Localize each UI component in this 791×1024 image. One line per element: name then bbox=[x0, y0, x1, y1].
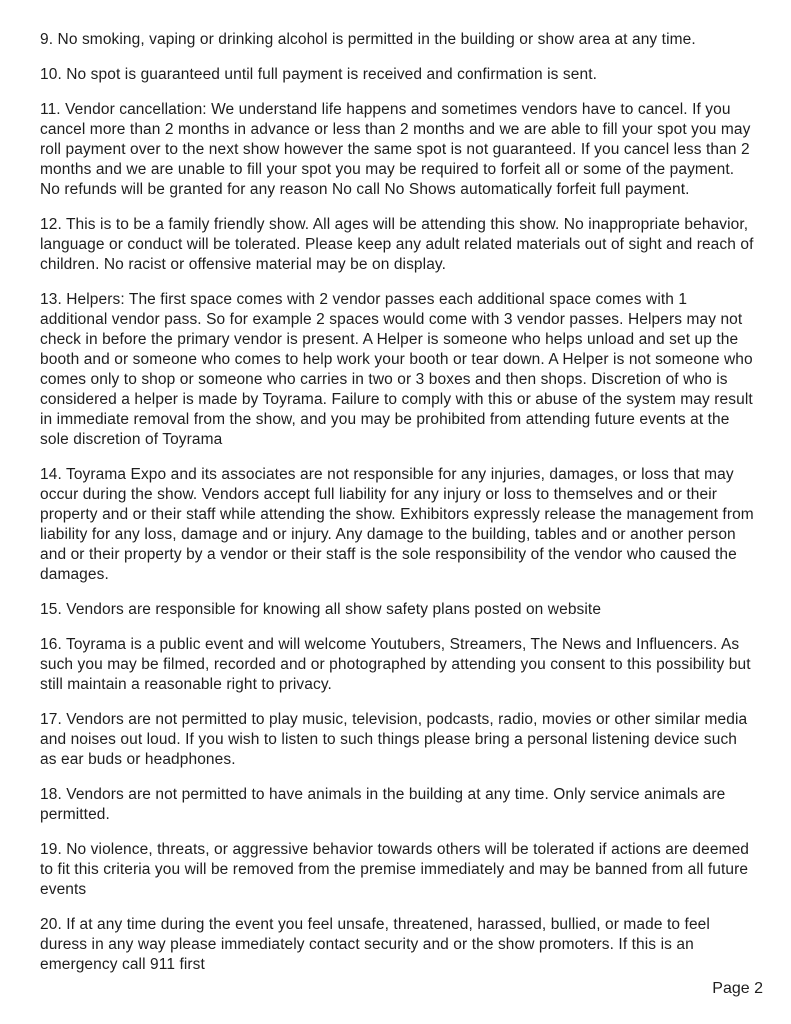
terms-item-14: 14. Toyrama Expo and its associates are not responsible for any injuries, damages, or loss that may occur during the show. Vendors accept full liability for any injury or loss to themselves and or their property and or their staff while attending the show. Exhibitors expressly release the management from liability for any loss, damage and or injury. Any damage to the building, tables and or another person and or their property by a vendor or their staff is the sole responsibility of the vendor who caused the damages. bbox=[40, 466, 754, 583]
terms-item-19: 19. No violence, threats, or aggressive behavior towards others will be tolerated if actions are deemed to fit this criteria you will be removed from the premise immediately and may be banned from all future events bbox=[40, 841, 750, 898]
terms-item-10: 10. No spot is guaranteed until full payment is received and confirmation is sent. bbox=[40, 66, 598, 83]
terms-item-11: 11. Vendor cancellation: We understand life happens and sometimes vendors have to cancel. If you cancel more than 2 months in advance or less than 2 months and we are able to fill your spot you may roll payment over to the next show however the same spot is not guaranteed. If you cancel less than 2 months and we are unable to fill your spot you may be required to forfeit all or some of the payment. No refunds will be granted for any reason No call No Shows automatically forfeit full payment. bbox=[40, 101, 751, 198]
page-number-label: Page 2 bbox=[712, 980, 763, 997]
terms-item-9: 9. No smoking, vaping or drinking alcohol is permitted in the building or show area at any time. bbox=[40, 31, 696, 48]
terms-list bbox=[40, 30, 755, 990]
terms-item-16: 16. Toyrama is a public event and will welcome Youtubers, Streamers, The News and Influencers. As such you may be filmed, recorded and or photographed by attending you consent to this possibility but still maintain a reasonable right to privacy. bbox=[40, 636, 751, 693]
terms-item-18: 18. Vendors are not permitted to have animals in the building at any time. Only service animals are permitted. bbox=[40, 786, 726, 823]
terms-item-12: 12. This is to be a family friendly show. All ages will be attending this show. No inappropriate behavior, language or conduct will be tolerated. Please keep any adult related materials out of sight and reach of children. No racist or offensive material may be on display. bbox=[40, 216, 754, 273]
terms-item-20: 20. If at any time during the event you feel unsafe, threatened, harassed, bullied, or made to feel duress in any way please immediately contact security and or the show promoters. If this is an emergency call 911 first bbox=[40, 916, 710, 973]
terms-item-17: 17. Vendors are not permitted to play music, television, podcasts, radio, movies or other similar media and noises out loud. If you wish to listen to such things please bring a personal listening device such as ear buds or headphones. bbox=[40, 711, 748, 768]
terms-item-13: 13. Helpers: The first space comes with 2 vendor passes each additional space comes with 1 additional vendor pass. So for example 2 spaces would come with 3 vendor passes. Helpers may not check in before the primary vendor is present. A Helper is someone who helps unload and set up the booth and or someone who comes to help work your booth or tear down. A Helper is not someone who comes only to shop or someone who carries in two or 3 boxes and then shops. Discretion of who is considered a helper is made by Toyrama. Failure to comply with this or abuse of the system may result in immediate removal from the show, and you may be prohibited from attending future events at the sole discretion of Toyrama bbox=[40, 291, 753, 448]
terms-item-15: 15. Vendors are responsible for knowing all show safety plans posted on website bbox=[40, 601, 602, 618]
